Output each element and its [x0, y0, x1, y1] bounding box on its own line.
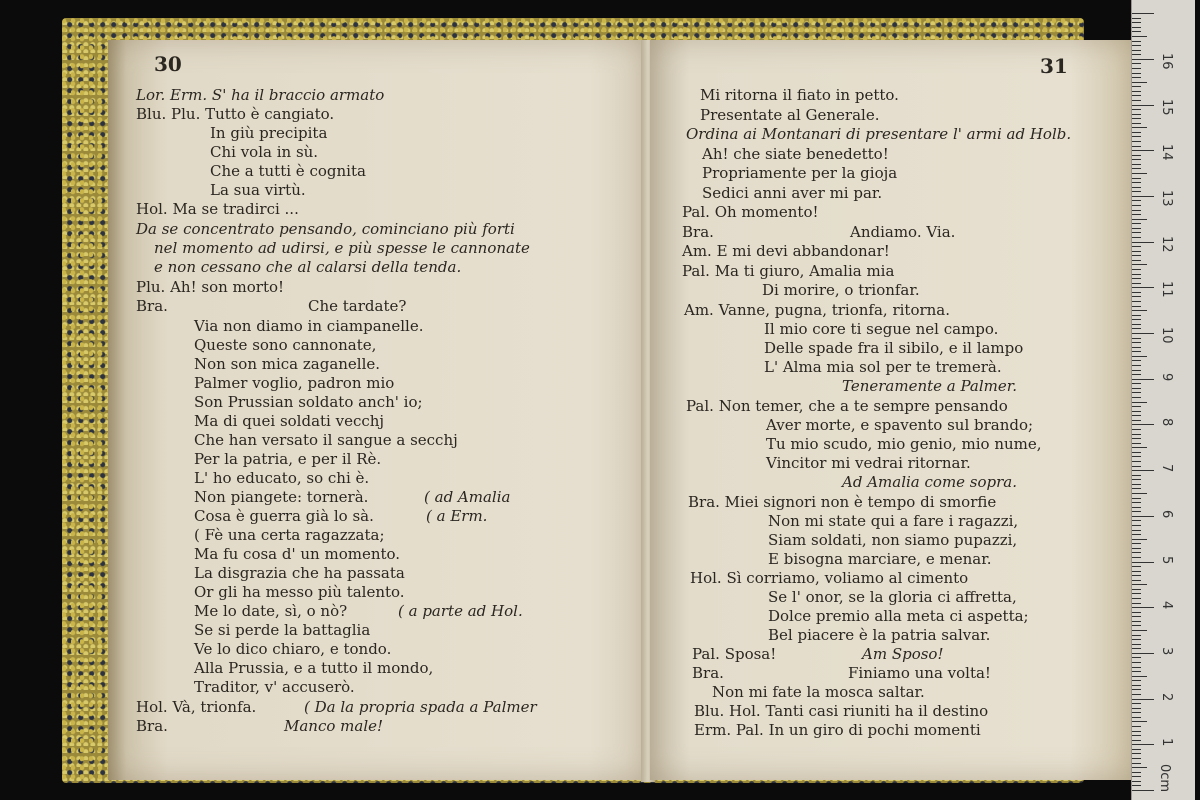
ruler-number: 12: [1159, 235, 1174, 253]
ruler-tick: [1132, 296, 1141, 297]
text-line: Blu. Plu. Tutto è cangiato.: [136, 105, 335, 123]
text-line: Vincitor mi vedrai ritornar.: [766, 454, 971, 472]
ruler-tick: [1132, 520, 1141, 521]
ruler-tick: [1132, 612, 1141, 613]
text-line: Ah! che siate benedetto!: [702, 145, 889, 163]
text-line: Se si perde la battaglia: [194, 621, 371, 639]
text-line: Presentate al Generale.: [700, 106, 880, 124]
ruler-tick: [1132, 657, 1141, 658]
text-line: Siam soldati, non siamo pupazzi,: [768, 531, 1018, 549]
ruler-tick: [1132, 584, 1147, 585]
ruler-tick: [1132, 123, 1141, 124]
ruler-tick: [1132, 603, 1141, 604]
ruler-tick: [1132, 388, 1141, 389]
text-line: Bel piacere è la patria salvar.: [768, 626, 991, 644]
stage-direction: Ad Amalia come sopra.: [842, 473, 1018, 491]
ruler-tick: [1132, 45, 1141, 46]
ruler-tick: [1132, 36, 1147, 37]
speaker-label: Bra.: [136, 297, 168, 315]
ruler-tick: [1132, 721, 1147, 722]
ruler-tick: [1132, 749, 1141, 750]
ruler-tick: [1132, 155, 1141, 156]
ruler-tick: [1132, 73, 1141, 74]
text-line: Pal. Oh momento!: [682, 203, 819, 221]
ruler-tick: [1132, 767, 1147, 768]
text-line: Che han versato il sangue a secchj: [194, 431, 458, 449]
ruler-tick: [1132, 54, 1141, 55]
ruler-tick: [1132, 31, 1141, 32]
text-line: L' ho educato, so chi è.: [194, 469, 370, 487]
ruler-tick: [1132, 740, 1141, 741]
ruler-tick: [1132, 333, 1154, 334]
ruler-tick: [1132, 630, 1147, 631]
ruler-tick: [1132, 324, 1141, 325]
ruler-tick: [1132, 178, 1141, 179]
ruler-tick: [1132, 763, 1141, 764]
ruler-tick: [1132, 685, 1141, 686]
ruler-tick: [1132, 342, 1141, 343]
ruler-tick: [1132, 264, 1147, 265]
ruler-tick: [1132, 539, 1147, 540]
text-line: Plu. Ah! son morto!: [136, 278, 285, 296]
ruler-number: 5: [1159, 555, 1174, 564]
ruler-tick: [1132, 484, 1141, 485]
text-line: Per la patria, e per il Rè.: [194, 450, 382, 468]
ruler-tick: [1132, 360, 1141, 361]
text-line: La disgrazia che ha passata: [194, 564, 405, 582]
book-cover: [62, 18, 1084, 783]
text-line: Sedici anni aver mi par.: [702, 184, 883, 202]
ruler-tick: [1132, 470, 1154, 471]
ruler-tick: [1132, 86, 1141, 87]
ruler-tick: [1132, 347, 1141, 348]
ruler-tick: [1132, 219, 1147, 220]
ruler-tick: [1132, 616, 1141, 617]
text-line: ( Fè una certa ragazzata;: [194, 526, 385, 544]
ruler-number: 3: [1159, 646, 1174, 656]
ruler-tick: [1132, 168, 1141, 169]
ruler-tick: [1132, 95, 1141, 96]
ruler-tick: [1132, 100, 1141, 101]
ruler-tick: [1132, 301, 1141, 302]
ruler-tick: [1132, 255, 1141, 256]
ruler-tick: [1132, 507, 1141, 508]
ruler-tick: [1132, 639, 1141, 640]
text-line: Or gli ha messo più talento.: [194, 583, 405, 601]
ruler-tick: [1132, 246, 1141, 247]
ruler-tick: [1132, 310, 1147, 311]
ruler-tick: [1132, 493, 1147, 494]
ruler-tick: [1132, 667, 1141, 668]
text-line: Ma fu cosa d' un momento.: [194, 545, 401, 563]
text-line: Il mio core ti segue nel campo.: [764, 320, 999, 338]
ruler-tick: [1132, 132, 1141, 133]
ruler-tick: [1132, 562, 1154, 563]
ruler-number: 2: [1159, 692, 1174, 701]
text-line: Hol. Ma se tradirci ...: [136, 200, 299, 218]
ruler-tick: [1132, 566, 1141, 567]
ruler-tick: [1132, 434, 1141, 435]
text-line: Non piangete: tornerà.: [194, 488, 369, 506]
ruler-tick: [1132, 466, 1141, 467]
ruler-tick: [1132, 91, 1141, 92]
ruler-tick: [1132, 228, 1141, 229]
stage-direction: ( Da la propria spada a Palmer: [304, 698, 537, 716]
ruler-tick: [1132, 694, 1141, 695]
ruler-tick: [1132, 557, 1141, 558]
ruler-tick: [1132, 406, 1141, 407]
ruler-tick: [1132, 274, 1141, 275]
text-line: Blu. Hol. Tanti casi riuniti ha il destino: [694, 702, 989, 720]
ruler-tick: [1132, 260, 1141, 261]
text-line: Che tardate?: [308, 297, 407, 315]
ruler-number: 14: [1159, 144, 1174, 161]
ruler-tick: [1132, 589, 1141, 590]
ruler-tick: [1132, 708, 1141, 709]
ruler-tick: [1132, 287, 1154, 288]
ruler-tick: [1132, 479, 1141, 480]
text-line: Non mi fate la mosca saltar.: [712, 683, 925, 701]
left-page: [108, 40, 648, 780]
ruler-tick: [1132, 758, 1141, 759]
ruler-tick: [1132, 356, 1147, 357]
stage-direction: Teneramente a Palmer.: [842, 377, 1018, 395]
ruler-tick: [1132, 511, 1141, 512]
ruler-number: 10: [1159, 327, 1174, 344]
ruler-tick: [1132, 141, 1141, 142]
ruler-number: 11: [1159, 281, 1174, 298]
ruler-tick: [1132, 392, 1141, 393]
text-line: Pal. Non temer, che a te sempre pensando: [686, 397, 1008, 415]
text-line: Di morire, o trionfar.: [762, 281, 920, 299]
text-line: Tu mio scudo, mio genio, mio nume,: [766, 435, 1042, 453]
text-line: Erm. Pal. In un giro di pochi momenti: [694, 721, 981, 739]
ruler-tick: [1132, 306, 1141, 307]
ruler-tick: [1132, 593, 1141, 594]
ruler-tick: [1132, 109, 1141, 110]
ruler-tick: [1132, 488, 1141, 489]
ruler-number: 8: [1159, 418, 1174, 427]
text-line: L' Alma mia sol per te tremerà.: [764, 358, 1002, 376]
text-line: Chi vola in sù.: [210, 143, 319, 161]
ruler-tick: [1132, 374, 1141, 375]
text-line: Lor. Erm. S' ha il braccio armato: [136, 86, 385, 104]
ruler-tick: [1132, 351, 1141, 352]
text-line: Hol. Sì corriamo, voliamo al cimento: [690, 569, 969, 587]
ruler-tick: [1132, 365, 1141, 366]
ruler-tick: [1132, 146, 1141, 147]
ruler-number: 13: [1159, 189, 1174, 207]
ruler-tick: [1132, 534, 1141, 535]
text-line: Manco male!: [284, 717, 384, 735]
ruler-tick: [1132, 82, 1147, 83]
text-line: Ma di quei soldati vecchj: [194, 412, 385, 430]
ruler-tick: [1132, 292, 1141, 293]
text-line: La sua virtù.: [210, 181, 306, 199]
text-line: Son Prussian soldato anch' io;: [194, 393, 423, 411]
text-line: Dolce premio alla meta ci aspetta;: [768, 607, 1029, 625]
ruler-tick: [1132, 191, 1141, 192]
text-line: Non mi state qui a fare i ragazzi,: [768, 512, 1019, 530]
ruler-tick: [1132, 731, 1141, 732]
text-line: Andiamo. Via.: [850, 223, 956, 241]
text-line: Bra. Miei signori non è tempo di smorfie: [688, 493, 997, 511]
ruler-tick: [1132, 18, 1141, 19]
text-line: Am. E mi devi abbandonar!: [682, 242, 890, 260]
ruler-tick: [1132, 717, 1141, 718]
page-number: 30: [154, 52, 182, 76]
ruler-tick: [1132, 452, 1141, 453]
ruler-tick: [1132, 196, 1154, 197]
ruler-tick: [1132, 415, 1141, 416]
ruler-tick: [1132, 680, 1141, 681]
ruler-tick: [1132, 232, 1141, 233]
ruler-tick: [1132, 703, 1141, 704]
ruler-tick: [1132, 59, 1154, 60]
text-line: Ve lo dico chiaro, e tondo.: [194, 640, 392, 658]
ruler-tick: [1132, 516, 1154, 517]
right-page: [650, 40, 1136, 780]
ruler-tick: [1132, 461, 1141, 462]
text-line: Pal. Sposa!: [692, 645, 777, 663]
ruler-tick: [1132, 644, 1141, 645]
text-line: Via non diamo in ciampanelle.: [194, 317, 424, 335]
ruler-tick: [1132, 237, 1141, 238]
speaker-label: Bra.: [692, 664, 724, 682]
ruler-tick: [1132, 338, 1141, 339]
stage-direction: Ordina ai Montanari di presentare l' armi ad Holb.: [686, 125, 1072, 143]
stage-direction: ( ad Amalia: [424, 488, 511, 506]
ruler-tick: [1132, 251, 1141, 252]
ruler-tick: [1132, 319, 1141, 320]
stage-direction: ( a Erm.: [426, 507, 488, 525]
ruler-tick: [1132, 136, 1141, 137]
ruler-tick: [1132, 127, 1147, 128]
ruler-tick: [1132, 671, 1141, 672]
text-line: Se l' onor, se la gloria ci affretta,: [768, 588, 1017, 606]
ruler-tick: [1132, 77, 1141, 78]
text-line: Propriamente per la gioja: [702, 164, 898, 182]
ruler-tick: [1132, 118, 1141, 119]
ruler-tick: [1132, 744, 1154, 745]
text-line: Non son mica zaganelle.: [194, 355, 381, 373]
ruler-tick: [1132, 205, 1141, 206]
ruler-number: 9: [1159, 372, 1174, 381]
text-line: Mi ritorna il fiato in petto.: [700, 86, 899, 104]
text-line: In giù precipita: [210, 124, 328, 142]
ruler-tick: [1132, 699, 1154, 700]
ruler-tick: [1132, 210, 1141, 211]
ruler-tick: [1132, 283, 1141, 284]
ruler-tick: [1132, 776, 1141, 777]
ruler-tick: [1132, 50, 1141, 51]
page-number: 31: [1040, 54, 1068, 78]
ruler-tick: [1132, 315, 1141, 316]
ruler-tick: [1132, 625, 1141, 626]
ruler-number: 16: [1159, 52, 1174, 70]
ruler-tick: [1132, 543, 1141, 544]
ruler-tick: [1132, 607, 1154, 608]
text-line: Alla Prussia, e a tutto il mondo,: [194, 659, 434, 677]
text-line: Finiamo una volta!: [848, 664, 991, 682]
ruler-tick: [1132, 443, 1141, 444]
ruler-tick: [1132, 475, 1141, 476]
ruler-tick: [1132, 200, 1141, 201]
stage-direction: Da se concentrato pensando, cominciano più forti: [136, 220, 515, 238]
ruler-tick: [1132, 278, 1141, 279]
stage-direction: e non cessano che al calarsi della tenda.: [154, 258, 462, 276]
ruler-tick: [1132, 772, 1141, 773]
text-line: Am. Vanne, pugna, trionfa, ritorna.: [684, 301, 951, 319]
ruler-tick: [1132, 781, 1141, 782]
ruler-tick: [1132, 502, 1141, 503]
ruler-tick: [1132, 328, 1141, 329]
ruler-tick: [1132, 662, 1141, 663]
ruler-tick: [1132, 689, 1141, 690]
speaker-label: Bra.: [136, 717, 168, 735]
ruler-tick: [1132, 552, 1141, 553]
ruler-number: 15: [1159, 98, 1174, 116]
text-line: Palmer voglio, padron mio: [194, 374, 395, 392]
ruler-tick: [1132, 575, 1141, 576]
ruler-tick: [1132, 13, 1154, 14]
ruler-unit-label: 0cm: [1157, 764, 1172, 793]
ruler-tick: [1132, 411, 1141, 412]
ruler-tick: [1132, 676, 1147, 677]
ruler-tick: [1132, 22, 1141, 23]
text-line: Aver morte, e spavento sul brando;: [766, 416, 1034, 434]
ruler-tick: [1132, 598, 1141, 599]
text-line: Queste sono cannonate,: [194, 336, 377, 354]
ruler-tick: [1132, 648, 1141, 649]
ruler-number: 6: [1159, 509, 1174, 519]
ruler-tick: [1132, 790, 1154, 791]
ruler-tick: [1132, 223, 1141, 224]
ruler-tick: [1132, 114, 1141, 115]
ruler-tick: [1132, 621, 1141, 622]
ruler-tick: [1132, 242, 1154, 243]
ruler-number: 7: [1159, 464, 1174, 473]
ruler-tick: [1132, 753, 1141, 754]
ruler-tick: [1132, 214, 1141, 215]
ruler-tick: [1132, 105, 1154, 106]
text-line: E bisogna marciare, e menar.: [768, 550, 992, 568]
ruler-tick: [1132, 571, 1141, 572]
measuring-ruler: [1131, 0, 1195, 800]
text-line: Che a tutti è cognita: [210, 162, 366, 180]
ruler-tick: [1132, 159, 1141, 160]
ruler-tick: [1132, 580, 1141, 581]
ruler-tick: [1132, 635, 1141, 636]
ruler-tick: [1132, 269, 1141, 270]
ruler-tick: [1132, 41, 1141, 42]
ruler-tick: [1132, 735, 1141, 736]
text-line: Cosa è guerra già lo sà.: [194, 507, 374, 525]
ruler-tick: [1132, 370, 1141, 371]
ruler-tick: [1132, 498, 1141, 499]
text-line: Hol. Và, trionfa.: [136, 698, 257, 716]
stage-direction: ( a parte ad Hol.: [398, 602, 523, 620]
ruler-tick: [1132, 173, 1147, 174]
speaker-label: Bra.: [682, 223, 714, 241]
ruler-tick: [1132, 68, 1141, 69]
text-line: Me lo date, sì, o nò?: [194, 602, 348, 620]
ruler-tick: [1132, 438, 1141, 439]
ruler-number: 4: [1159, 601, 1174, 610]
ruler-tick: [1132, 456, 1141, 457]
ruler-tick: [1132, 424, 1154, 425]
ruler-tick: [1132, 785, 1141, 786]
ruler-tick: [1132, 525, 1141, 526]
stage-direction: nel momento ad udirsi, e più spesse le cannonate: [154, 239, 530, 257]
ruler-tick: [1132, 150, 1154, 151]
ruler-tick: [1132, 420, 1141, 421]
ruler-tick: [1132, 397, 1141, 398]
ruler-tick: [1132, 548, 1141, 549]
text-line: Delle spade fra il sibilo, e il lampo: [764, 339, 1024, 357]
text-line: Traditor, v' accuserò.: [194, 678, 355, 696]
ruler-tick: [1132, 164, 1141, 165]
ruler-tick: [1132, 379, 1154, 380]
ruler-tick: [1132, 726, 1141, 727]
ruler-tick: [1132, 653, 1154, 654]
ruler-tick: [1132, 63, 1141, 64]
ruler-tick: [1132, 712, 1141, 713]
text-line: Pal. Ma ti giuro, Amalia mia: [682, 262, 895, 280]
ruler-tick: [1132, 429, 1141, 430]
ruler-tick: [1132, 383, 1141, 384]
ruler-tick: [1132, 402, 1147, 403]
ruler-tick: [1132, 27, 1141, 28]
ruler-tick: [1132, 182, 1141, 183]
ruler-tick: [1132, 187, 1141, 188]
ruler-number: 1: [1159, 738, 1174, 747]
text-line: Am Sposo!: [862, 645, 944, 663]
ruler-tick: [1132, 447, 1147, 448]
ruler-tick: [1132, 530, 1141, 531]
